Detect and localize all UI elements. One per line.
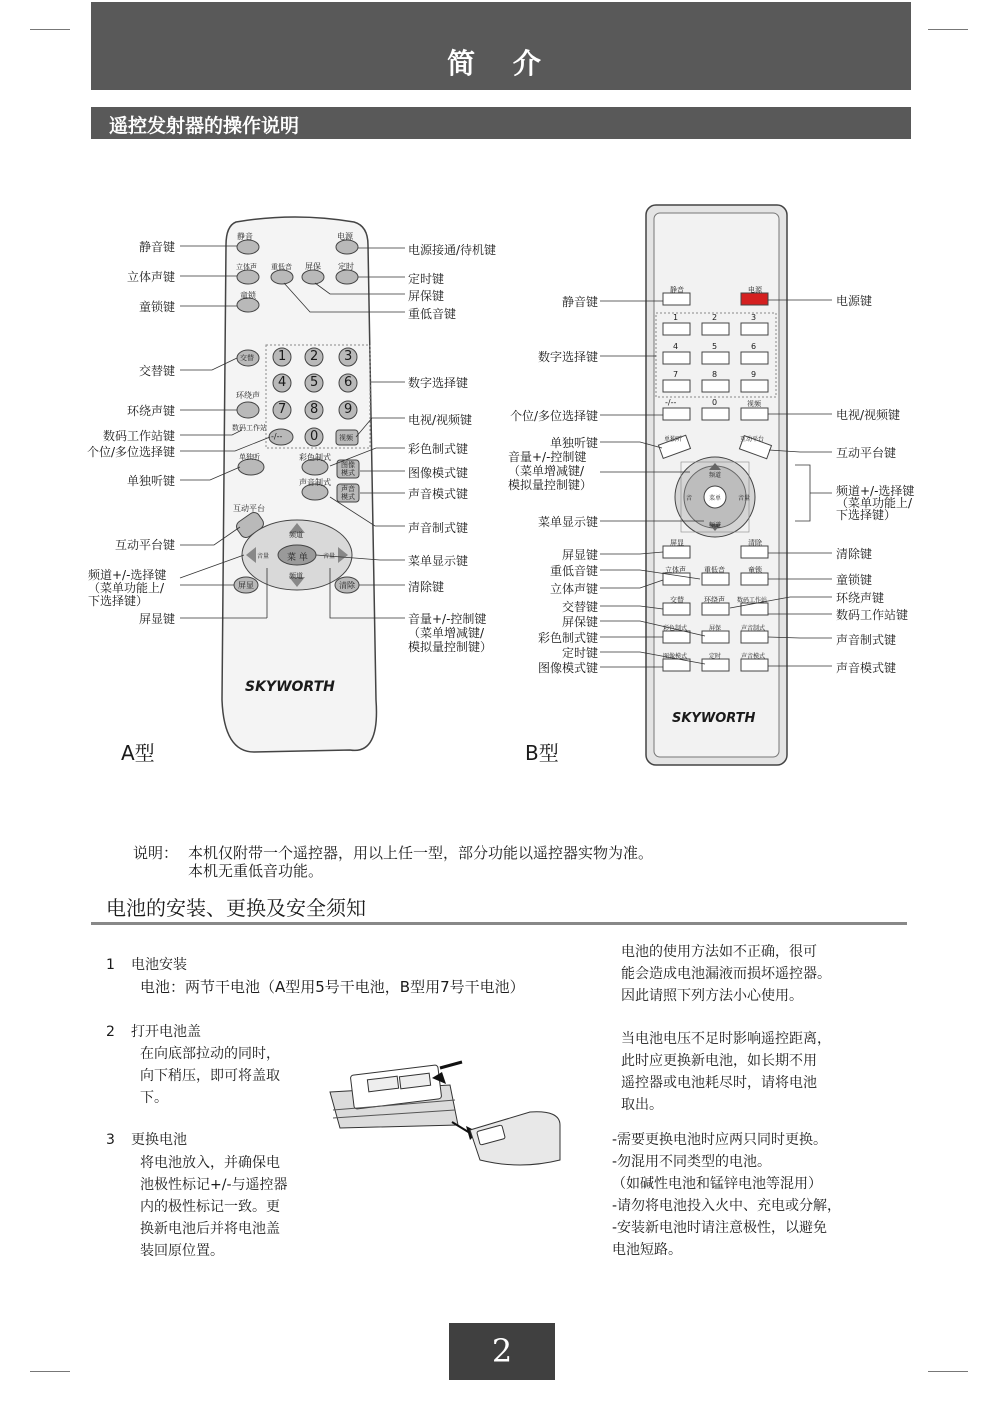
a-power-label: 电源 (337, 232, 353, 241)
b-soundsys-label: 声音制式 (741, 625, 766, 632)
b-digit-9-label: 9 (751, 370, 757, 379)
a-stereo-button (237, 270, 259, 284)
a-digit-1-label: 1 (278, 349, 287, 364)
b-lbl-channel-1: 频道+/-选择键 (836, 484, 915, 498)
b-lbl-stereo: 立体声键 (549, 582, 598, 596)
b-single-label: 单独听 (664, 436, 683, 443)
a-menu-label: 菜 单 (287, 553, 308, 563)
a-video-label: 视频 (339, 434, 353, 442)
b-lbl-volume-1: 音量+/-控制键 (508, 450, 587, 464)
b-screensaver-button (702, 631, 729, 643)
a-digit-2-label: 2 (310, 349, 319, 364)
step2-line-2: 向下稍压，即可将盖取 (140, 1068, 280, 1084)
b-station-label: 数码工作站 (737, 597, 768, 604)
b-color-label: 彩色制式 (663, 625, 688, 632)
a-lbl-clear: 清除键 (408, 580, 445, 594)
a-clear-label: 清除 (339, 581, 355, 590)
a-lbl-childlock: 童锁键 (138, 300, 175, 314)
b-swap-label: 交替 (670, 596, 684, 604)
b-lbl-digits: 数字选择键 (537, 350, 598, 364)
step3-line-1: 将电池放入，并确保电 (140, 1155, 280, 1171)
b-timer-button (702, 659, 729, 671)
b-type-label: B型 (525, 741, 559, 765)
a-single-label: 单独听 (239, 453, 260, 461)
b-bass-label: 重低音 (704, 566, 725, 574)
a-lbl-digits: 数字选择键 (408, 376, 469, 390)
a-power-button (336, 240, 358, 254)
a-digit-0-label: 0 (310, 429, 319, 444)
b-digit-0 (702, 408, 729, 420)
b-lbl-timer: 定时键 (561, 646, 598, 660)
a-lbl-bass: 重低音键 (408, 307, 457, 321)
a-lbl-soundmode: 声音模式键 (408, 487, 469, 501)
a-bass-label: 重低音 (271, 263, 292, 271)
a-color-label: 彩色制式 (299, 453, 331, 462)
step2-line-3: 下。 (140, 1090, 168, 1106)
b-digit-3 (741, 323, 768, 335)
b-station-button (741, 603, 768, 615)
b-lbl-single: 单独听键 (549, 436, 598, 450)
a-station-label: 数码工作站 (232, 424, 267, 432)
b-vol-left-label: 音 (686, 495, 693, 502)
b-lbl-interactive: 互动平台键 (836, 446, 897, 460)
b-lbl-mute: 静音键 (561, 295, 598, 309)
b-dash-button (663, 408, 690, 420)
step3-line-5: 装回原位置。 (140, 1243, 224, 1259)
step2-num: 2 (106, 1024, 115, 1040)
right-p2-line-1: 当电池电压不足时影响遥控距离， (621, 1031, 831, 1047)
a-lbl-surround: 环绕声键 (126, 404, 175, 418)
b-digit-5 (702, 352, 729, 364)
b-digit-0-label: 0 (712, 398, 718, 407)
b-video-button (741, 408, 768, 420)
a-lbl-power: 电源接通/待机键 (408, 243, 497, 257)
a-brand-logo: SKYWORTH (245, 679, 335, 695)
b-digit-7-label: 7 (673, 370, 679, 379)
b-lbl-bass: 重低音键 (549, 564, 598, 578)
a-lbl-swap: 交替键 (138, 364, 175, 378)
b-lbl-childlock: 童锁键 (836, 573, 873, 587)
step3-title: 更换电池 (131, 1132, 187, 1148)
b-lbl-volume-3: 模拟量控制键） (508, 478, 593, 492)
a-lbl-stereo: 立体声键 (126, 270, 175, 284)
b-lbl-surround: 环绕声键 (836, 591, 885, 605)
a-surround-label: 环绕声 (236, 391, 260, 400)
note-line-1: 本机仅附带一个遥控器，用以上任一型，部分功能以遥控器实物为准。 (188, 844, 654, 862)
b-digit-4 (663, 352, 690, 364)
a-lbl-color: 彩色制式键 (408, 442, 469, 456)
b-lbl-color: 彩色制式键 (537, 631, 598, 645)
a-lbl-channel-2: （菜单功能上/ (88, 581, 165, 595)
a-lbl-station: 数码工作站键 (102, 429, 175, 443)
b-ch-up-label: 频道 (709, 472, 722, 479)
b-power-label: 电源 (748, 286, 762, 294)
a-bass-button (271, 270, 293, 284)
b-soundsys-button (741, 631, 768, 643)
b-soundmode-button (741, 659, 768, 671)
b-lbl-power: 电源键 (836, 294, 873, 308)
b-timer-label: 定时 (709, 653, 722, 660)
a-lbl-volume-1: 音量+/-控制键 (408, 612, 487, 626)
b-picture-label: 图像模式 (663, 653, 688, 660)
b-digit-6-label: 6 (751, 342, 757, 351)
a-osd-label: 屏显 (238, 581, 254, 590)
b-lbl-swap: 交替键 (561, 600, 598, 614)
a-digit-6-label: 6 (344, 375, 353, 390)
a-screensaver-button (302, 270, 324, 284)
step3-line-2: 池极性标记+/-与遥控器 (140, 1177, 288, 1193)
a-digit-9-label: 9 (344, 402, 353, 417)
b-clear-label: 清除 (748, 539, 762, 547)
a-lbl-screensaver: 屏保键 (408, 289, 445, 303)
right-p1-line-1: 电池的使用方法如不正确，很可 (621, 944, 817, 960)
a-lbl-timer: 定时键 (408, 272, 445, 286)
b-stereo-label: 立体声 (665, 566, 686, 574)
b-brand-logo: SKYWORTH (672, 711, 756, 726)
a-ch-down-label: 频道 (289, 572, 303, 580)
a-swap-label: 交替 (240, 354, 254, 362)
a-lbl-soundsys: 声音制式键 (408, 521, 469, 535)
b-digit-4-label: 4 (673, 342, 679, 351)
right-p3-line-5: -安装新电池时请注意极性，以避免 (612, 1220, 828, 1236)
note-line-2: 本机无重低音功能。 (188, 862, 324, 880)
b-osd-label: 屏显 (670, 539, 684, 547)
b-video-label: 视频 (747, 400, 761, 408)
a-ch-up-label: 频道 (289, 531, 303, 539)
b-menu-label: 菜单 (709, 495, 722, 502)
right-p3-line-3: （如碱性电池和锰锌电池等混用） (612, 1176, 822, 1192)
a-lbl-volume-3: 模拟量控制键） (408, 640, 493, 654)
a-lbl-channel-1: 频道+/-选择键 (88, 568, 167, 582)
step3-line-3: 内的极性标记一致。更 (140, 1199, 280, 1215)
a-interactive-label: 互动平台 (233, 504, 265, 513)
a-timer-button (336, 270, 358, 284)
a-lbl-interactive: 互动平台键 (114, 538, 175, 552)
a-surround-button (237, 402, 259, 418)
battery-illustration (330, 1062, 560, 1165)
a-lbl-tvvideo: 电视/视频键 (408, 413, 473, 427)
section-divider (91, 922, 907, 925)
b-ch-down-label: 频道 (709, 522, 722, 529)
a-type-label: A型 (121, 741, 155, 765)
b-soundmode-label: 声音模式 (741, 653, 766, 660)
page-title: 简 介 (447, 47, 555, 80)
a-lbl-volume-2: （菜单增减键/ (408, 626, 485, 640)
right-p3-line-4: -请勿将电池投入火中、充电或分解， (612, 1198, 842, 1214)
a-lbl-mute: 静音键 (138, 240, 175, 254)
b-lbl-channel-3: 下选择键） (836, 508, 897, 522)
note-prefix: 说明： (133, 844, 179, 862)
b-dash-label: -/-- (665, 398, 677, 407)
b-digit-3-label: 3 (751, 313, 757, 322)
b-lbl-soundmode: 声音模式键 (836, 661, 897, 675)
b-childlock-label: 童锁 (748, 566, 762, 574)
b-lbl-picture: 图像模式键 (537, 661, 598, 675)
a-mute-label: 静音 (237, 232, 253, 241)
a-digit-5-label: 5 (310, 375, 319, 390)
right-p2-line-4: 取出。 (621, 1097, 663, 1113)
a-lbl-dash: 个位/多位选择键 (86, 445, 175, 459)
b-lbl-dash: 个位/多位选择键 (509, 409, 598, 423)
b-digit-8 (702, 380, 729, 392)
a-digit-7-label: 7 (278, 402, 287, 417)
b-digit-2 (702, 323, 729, 335)
a-soundmode-label: 声音模式 (341, 485, 355, 501)
b-digit-2-label: 2 (712, 313, 718, 322)
b-digit-1-label: 1 (673, 313, 679, 322)
step3-line-4: 换新电池后并将电池盖 (140, 1221, 280, 1237)
b-interactive-label: 互动平台 (740, 436, 765, 443)
b-lbl-tvvideo: 电视/视频键 (836, 408, 901, 422)
b-digit-1 (663, 323, 690, 335)
b-lbl-menu: 菜单显示键 (537, 515, 598, 529)
right-p1-line-2: 能会造成电池漏液而损坏遥控器。 (621, 966, 831, 982)
step2-line-1: 在向底部拉动的同时， (140, 1046, 280, 1062)
page-number: 2 (449, 1323, 555, 1380)
b-screensaver-label: 屏保 (709, 625, 722, 632)
right-p3-line-2: -勿混用不同类型的电池。 (612, 1154, 772, 1170)
step1-text: 电池：两节干电池（A型用5号干电池，B型用7号干电池） (140, 978, 525, 996)
a-lbl-single: 单独听键 (126, 474, 175, 488)
b-digit-9 (741, 380, 768, 392)
b-lbl-soundsys: 声音制式键 (836, 633, 897, 647)
b-digit-8-label: 8 (712, 370, 718, 379)
step2-title: 打开电池盖 (131, 1024, 201, 1040)
a-vol-left-label: 音量 (257, 553, 270, 560)
b-mute-label: 静音 (670, 286, 684, 294)
a-lbl-channel-3: 下选择键） (88, 594, 149, 608)
b-vol-right-label: 音量 (738, 495, 751, 502)
b-lbl-station: 数码工作站键 (836, 608, 909, 622)
battery-section-title: 电池的安装、更换及安全须知 (106, 896, 366, 920)
step1-num: 1 (106, 957, 115, 973)
b-lbl-channel-2: （菜单功能上/ (836, 496, 913, 510)
a-digit-4-label: 4 (278, 375, 287, 390)
a-dash-label: -/-- (271, 432, 283, 441)
b-surround-label: 环绕声 (704, 596, 725, 604)
a-stereo-label: 立体声 (236, 263, 257, 271)
a-screensaver-label: 屏保 (305, 262, 321, 271)
b-lbl-screensaver: 屏保键 (561, 615, 598, 629)
step3-num: 3 (106, 1132, 115, 1148)
a-lbl-osd: 屏显键 (138, 612, 175, 626)
b-lbl-osd: 屏显键 (561, 548, 598, 562)
right-p3-line-6: 电池短路。 (612, 1242, 682, 1258)
b-lbl-clear: 清除键 (836, 547, 873, 561)
step1-title: 电池安装 (131, 957, 187, 973)
a-lbl-picture: 图像模式键 (408, 466, 469, 480)
section-title: 遥控发射器的操作说明 (109, 115, 300, 137)
a-digit-3-label: 3 (344, 349, 353, 364)
b-digit-7 (663, 380, 690, 392)
b-digit-6 (741, 352, 768, 364)
b-digit-5-label: 5 (712, 342, 718, 351)
right-p2-line-2: 此时应更换新电池，如长期不用 (621, 1053, 817, 1069)
b-lbl-volume-2: （菜单增减键/ (508, 464, 585, 478)
right-p2-line-3: 遥控器或电池耗尽时，请将电池 (621, 1075, 817, 1091)
a-picture-label: 图像模式 (341, 461, 355, 477)
right-p3-line-1: -需要更换电池时应两只同时更换。 (612, 1132, 828, 1148)
a-vol-right-label: 音量 (323, 553, 336, 560)
right-p1-line-3: 因此请照下列方法小心使用。 (621, 988, 803, 1004)
b-color-button (663, 631, 690, 643)
a-timer-label: 定时 (338, 262, 354, 271)
a-digit-8-label: 8 (310, 402, 319, 417)
a-mute-button (237, 240, 259, 254)
a-lbl-menu: 菜单显示键 (408, 554, 469, 568)
a-soundsys-label: 声音制式 (299, 478, 331, 487)
a-childlock-label: 童锁 (240, 291, 256, 300)
